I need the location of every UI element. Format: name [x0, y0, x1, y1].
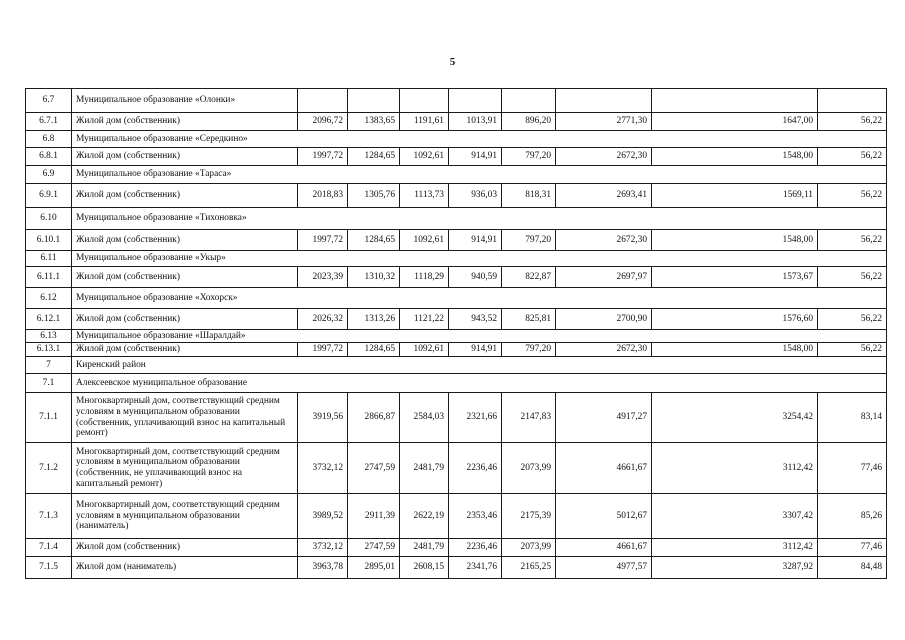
empty-cell [556, 89, 652, 113]
value-cell-4: 914,91 [449, 148, 502, 166]
value-cell-6: 4661,67 [556, 443, 652, 494]
value-cell-3: 2584,03 [400, 393, 449, 443]
empty-cell [652, 89, 818, 113]
table-row [26, 539, 887, 557]
value-cell-2: 1305,76 [348, 184, 400, 208]
value-cell-5: 2073,99 [502, 539, 556, 557]
value-cell-2: 2911,39 [348, 494, 400, 539]
value-cell-3: 2608,15 [400, 557, 449, 579]
value-cell-6: 2672,30 [556, 148, 652, 166]
value-cell-1: 3732,12 [298, 443, 348, 494]
table-row [26, 113, 887, 131]
item-name: Многоквартирный дом, соответствующий средним условиям в муниципальном образовании (собственник, не уплачивающий взнос на капитальный ремонт) [72, 443, 298, 494]
value-cell-3: 1092,61 [400, 343, 449, 357]
value-cell-2: 2747,59 [348, 443, 400, 494]
value-cell-7: 3307,42 [652, 494, 818, 539]
value-cell-5: 797,20 [502, 148, 556, 166]
value-cell-7: 3287,92 [652, 557, 818, 579]
section-row [26, 208, 887, 230]
value-cell-4: 943,52 [449, 309, 502, 330]
row-number: 6.10.1 [26, 230, 72, 251]
value-cell-5: 2073,99 [502, 443, 556, 494]
table-row [26, 267, 887, 288]
value-cell-6: 2700,90 [556, 309, 652, 330]
value-cell-7: 3112,42 [652, 443, 818, 494]
section-title: Муниципальное образование «Шаралдай» [72, 330, 887, 343]
value-cell-2: 2866,87 [348, 393, 400, 443]
value-cell-7: 1548,00 [652, 148, 818, 166]
value-cell-1: 3919,56 [298, 393, 348, 443]
value-cell-1: 2023,39 [298, 267, 348, 288]
row-number: 6.8.1 [26, 148, 72, 166]
value-cell-2: 1284,65 [348, 343, 400, 357]
row-number: 6.7 [26, 89, 72, 113]
value-cell-7: 1647,00 [652, 113, 818, 131]
item-name: Многоквартирный дом, соответствующий средним условиям в муниципальном образовании (наниматель) [72, 494, 298, 539]
value-cell-6: 5012,67 [556, 494, 652, 539]
table-body [26, 89, 887, 579]
row-number: 6.9.1 [26, 184, 72, 208]
value-cell-6: 2693,41 [556, 184, 652, 208]
value-cell-1: 1997,72 [298, 148, 348, 166]
value-cell-5: 822,87 [502, 267, 556, 288]
value-cell-8: 77,46 [818, 539, 887, 557]
value-cell-4: 2341,76 [449, 557, 502, 579]
value-cell-6: 4661,67 [556, 539, 652, 557]
section-row [26, 89, 887, 113]
value-cell-3: 1092,61 [400, 148, 449, 166]
value-cell-4: 940,59 [449, 267, 502, 288]
value-cell-5: 2175,39 [502, 494, 556, 539]
value-cell-5: 797,20 [502, 230, 556, 251]
value-cell-3: 2481,79 [400, 539, 449, 557]
value-cell-8: 56,22 [818, 309, 887, 330]
section-row [26, 166, 887, 184]
value-cell-8: 56,22 [818, 343, 887, 357]
row-number: 6.13.1 [26, 343, 72, 357]
item-name: Жилой дом (собственник) [72, 343, 298, 357]
table-row [26, 309, 887, 330]
value-cell-3: 1118,29 [400, 267, 449, 288]
section-row [26, 288, 887, 309]
section-title: Муниципальное образование «Укыр» [72, 251, 887, 267]
empty-cell [502, 89, 556, 113]
value-cell-5: 896,20 [502, 113, 556, 131]
table-row [26, 343, 887, 357]
value-cell-5: 2147,83 [502, 393, 556, 443]
section-title: Муниципальное образование «Тараса» [72, 166, 887, 184]
value-cell-2: 1313,26 [348, 309, 400, 330]
table-row [26, 494, 887, 539]
value-cell-3: 1113,73 [400, 184, 449, 208]
value-cell-3: 1092,61 [400, 230, 449, 251]
value-cell-4: 2236,46 [449, 443, 502, 494]
value-cell-5: 2165,25 [502, 557, 556, 579]
item-name: Жилой дом (собственник) [72, 113, 298, 131]
section-row [26, 357, 887, 374]
section-title: Киренский район [72, 357, 887, 374]
value-cell-4: 914,91 [449, 230, 502, 251]
section-row [26, 131, 887, 148]
empty-cell [298, 89, 348, 113]
row-number: 6.13 [26, 330, 72, 343]
item-name: Жилой дом (собственник) [72, 230, 298, 251]
empty-cell [449, 89, 502, 113]
value-cell-4: 914,91 [449, 343, 502, 357]
row-number: 7.1.2 [26, 443, 72, 494]
value-cell-1: 2096,72 [298, 113, 348, 131]
row-number: 7.1 [26, 374, 72, 393]
value-cell-6: 2771,30 [556, 113, 652, 131]
item-name: Жилой дом (собственник) [72, 539, 298, 557]
value-cell-2: 1284,65 [348, 230, 400, 251]
item-name: Жилой дом (собственник) [72, 184, 298, 208]
value-cell-2: 1310,32 [348, 267, 400, 288]
value-cell-4: 936,03 [449, 184, 502, 208]
value-cell-4: 2353,46 [449, 494, 502, 539]
value-cell-7: 1548,00 [652, 230, 818, 251]
table-row [26, 184, 887, 208]
value-cell-1: 3963,78 [298, 557, 348, 579]
row-number: 6.11.1 [26, 267, 72, 288]
value-cell-8: 77,46 [818, 443, 887, 494]
value-cell-1: 1997,72 [298, 230, 348, 251]
value-cell-7: 1569,11 [652, 184, 818, 208]
row-number: 6.10 [26, 208, 72, 230]
value-cell-5: 825,81 [502, 309, 556, 330]
row-number: 7.1.1 [26, 393, 72, 443]
value-cell-7: 1576,60 [652, 309, 818, 330]
row-number: 6.12.1 [26, 309, 72, 330]
empty-cell [348, 89, 400, 113]
empty-cell [818, 89, 887, 113]
table-row [26, 148, 887, 166]
value-cell-8: 56,22 [818, 267, 887, 288]
value-cell-6: 4917,27 [556, 393, 652, 443]
table-row [26, 230, 887, 251]
value-cell-4: 2321,66 [449, 393, 502, 443]
section-title: Муниципальное образование «Олонки» [72, 89, 298, 113]
value-cell-1: 3732,12 [298, 539, 348, 557]
value-cell-2: 1383,65 [348, 113, 400, 131]
table-row [26, 393, 887, 443]
value-cell-6: 4977,57 [556, 557, 652, 579]
section-title: Муниципальное образование «Середкино» [72, 131, 887, 148]
row-number: 7.1.5 [26, 557, 72, 579]
value-cell-8: 56,22 [818, 184, 887, 208]
value-cell-2: 2747,59 [348, 539, 400, 557]
value-cell-7: 3112,42 [652, 539, 818, 557]
value-cell-3: 1121,22 [400, 309, 449, 330]
value-cell-1: 2018,83 [298, 184, 348, 208]
value-cell-8: 56,22 [818, 230, 887, 251]
value-cell-3: 1191,61 [400, 113, 449, 131]
tariff-table [25, 88, 887, 579]
row-number: 6.7.1 [26, 113, 72, 131]
value-cell-8: 84,48 [818, 557, 887, 579]
value-cell-2: 2895,01 [348, 557, 400, 579]
value-cell-7: 3254,42 [652, 393, 818, 443]
value-cell-8: 56,22 [818, 148, 887, 166]
value-cell-1: 1997,72 [298, 343, 348, 357]
page-number: 5 [449, 56, 456, 68]
section-row [26, 374, 887, 393]
section-title: Алексеевское муниципальное образование [72, 374, 887, 393]
value-cell-5: 797,20 [502, 343, 556, 357]
value-cell-3: 2622,19 [400, 494, 449, 539]
row-number: 7.1.4 [26, 539, 72, 557]
item-name: Многоквартирный дом, соответствующий средним условиям в муниципальном образовании (собственник, уплачивающий взнос на капитальный ремонт) [72, 393, 298, 443]
section-title: Муниципальное образование «Тихоновка» [72, 208, 887, 230]
value-cell-1: 2026,32 [298, 309, 348, 330]
table-row [26, 557, 887, 579]
item-name: Жилой дом (собственник) [72, 267, 298, 288]
table-row [26, 443, 887, 494]
value-cell-4: 1013,91 [449, 113, 502, 131]
section-title: Муниципальное образование «Хохорск» [72, 288, 887, 309]
value-cell-5: 818,31 [502, 184, 556, 208]
item-name: Жилой дом (наниматель) [72, 557, 298, 579]
value-cell-1: 3989,52 [298, 494, 348, 539]
value-cell-8: 85,26 [818, 494, 887, 539]
row-number: 6.12 [26, 288, 72, 309]
empty-cell [400, 89, 449, 113]
value-cell-6: 2697,97 [556, 267, 652, 288]
value-cell-8: 83,14 [818, 393, 887, 443]
value-cell-6: 2672,30 [556, 343, 652, 357]
row-number: 6.8 [26, 131, 72, 148]
value-cell-8: 56,22 [818, 113, 887, 131]
item-name: Жилой дом (собственник) [72, 309, 298, 330]
row-number: 6.9 [26, 166, 72, 184]
value-cell-3: 2481,79 [400, 443, 449, 494]
value-cell-6: 2672,30 [556, 230, 652, 251]
value-cell-4: 2236,46 [449, 539, 502, 557]
value-cell-7: 1548,00 [652, 343, 818, 357]
row-number: 7.1.3 [26, 494, 72, 539]
row-number: 7 [26, 357, 72, 374]
value-cell-2: 1284,65 [348, 148, 400, 166]
section-row [26, 330, 887, 343]
row-number: 6.11 [26, 251, 72, 267]
section-row [26, 251, 887, 267]
value-cell-7: 1573,67 [652, 267, 818, 288]
item-name: Жилой дом (собственник) [72, 148, 298, 166]
